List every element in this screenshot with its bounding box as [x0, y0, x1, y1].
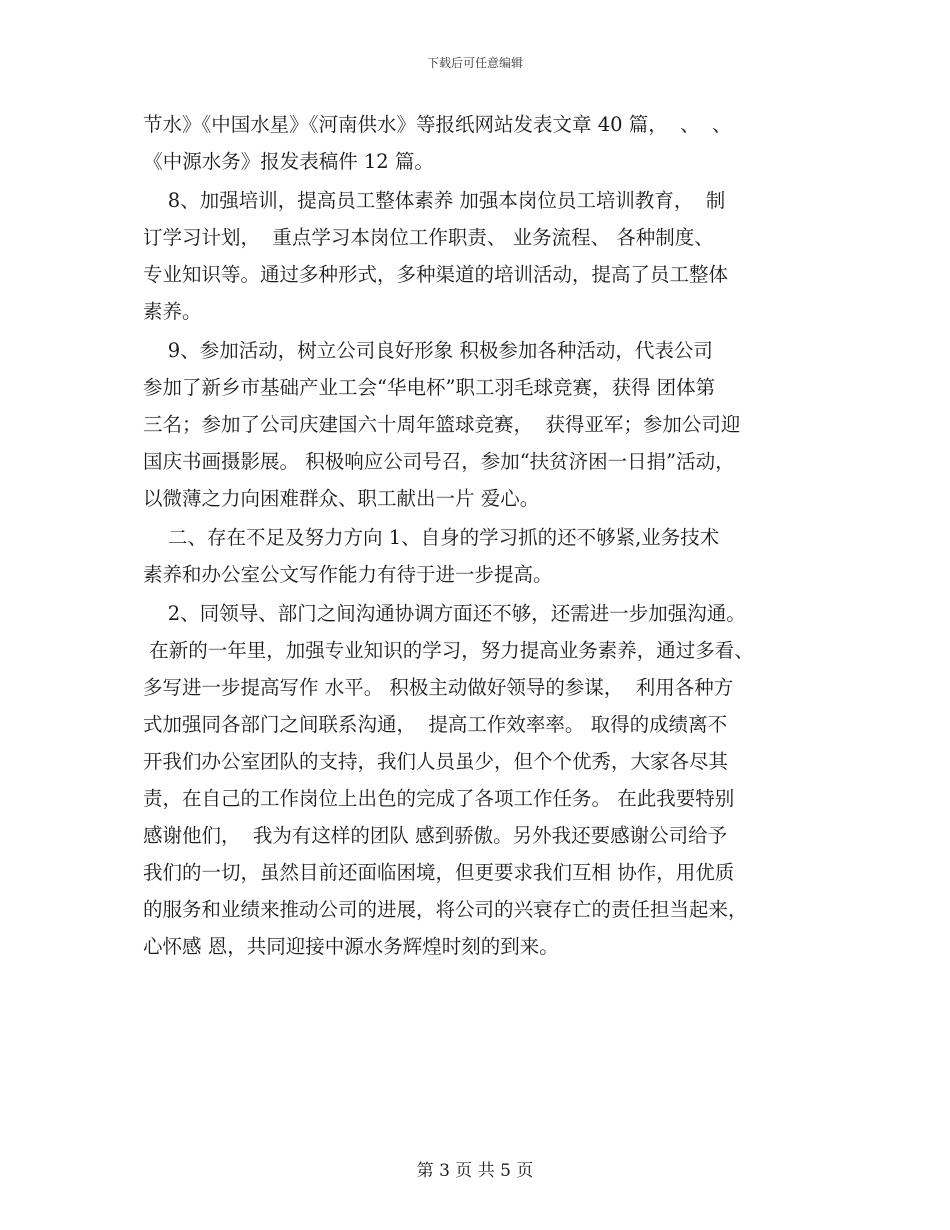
text-line: 参加了新乡市基础产业工会“华电杯”职工羽毛球竞赛，获得 团体第 [143, 376, 716, 399]
text-line: 节水》《中国水星》《河南供水》等报纸网站发表文章 40 篇， 、 、 [143, 113, 732, 136]
text-line: 式加强同各部门之间联系沟通， 提高工作效率率。 取得的成绩离不 [143, 713, 728, 736]
page-number-footer: 第 3 页 共 5 页 [416, 1161, 534, 1181]
text-line: 订学习计划， 重点学习本岗位工作职责、 业务流程、 各种制度、 [143, 226, 714, 249]
text-line: 素养和办公室公文写作能力有待于进一步提高。 [143, 563, 553, 586]
text-line: 在新的一年里，加强专业知识的学习，努力提高业务素养，通过多看、 [143, 639, 754, 662]
text-line: 感谢他们， 我为有这样的团队 感到骄傲。另外我还要感谢公司给予 [143, 824, 728, 847]
text-line: 我们的一切，虽然目前还面临困境，但更要求我们互相 协作，用优质 [143, 861, 735, 884]
text-line: 素养。 [143, 300, 202, 323]
text-line: 心怀感 恩，共同迎接中源水务辉煌时刻的到来。 [143, 935, 559, 958]
text-line: 责，在自己的工作岗位上出色的完成了各项工作任务。 在此我要特别 [143, 787, 735, 810]
text-line: 9、参加活动，树立公司良好形象 积极参加各种活动，代表公司 [143, 339, 713, 362]
text-line: 三名；参加了公司庆建国六十周年篮球竞赛， 获得亚军；参加公司迎 [143, 413, 741, 436]
text-line: 8、加强培训，提高员工整体素养 加强本岗位员工培训教育， 制 [143, 189, 726, 212]
text-line: 多写进一步提高写作 水平。 积极主动做好领导的参谋， 利用各种方 [143, 676, 734, 699]
page-header-note: 下载后可任意编辑 [426, 56, 523, 70]
text-line: 的服务和业绩来推动公司的进展，将公司的兴衰存亡的责任担当起来， [143, 898, 748, 921]
text-line: 2、同领导、部门之间沟通协调方面还不够，还需进一步加强沟通。 [143, 602, 746, 625]
text-line: 以微薄之力向困难群众、职工献出一片 爱心。 [143, 487, 540, 510]
text-line: 国庆书画摄影展。 积极响应公司号召，参加“扶贫济困一日捐”活动， [143, 450, 735, 473]
text-line: 二、存在不足及努力方向 1、自身的学习抓的还不够紧,业务技术 [137, 526, 720, 549]
text-line: 开我们办公室团队的支持，我们人员虽少，但个个优秀，大家各尽其 [143, 750, 729, 773]
text-line: 专业知识等。通过多种形式，多种渠道的培训活动，提高了员工整体 [143, 263, 729, 286]
text-line: 《中源水务》报发表稿件 12 篇。 [137, 150, 434, 173]
